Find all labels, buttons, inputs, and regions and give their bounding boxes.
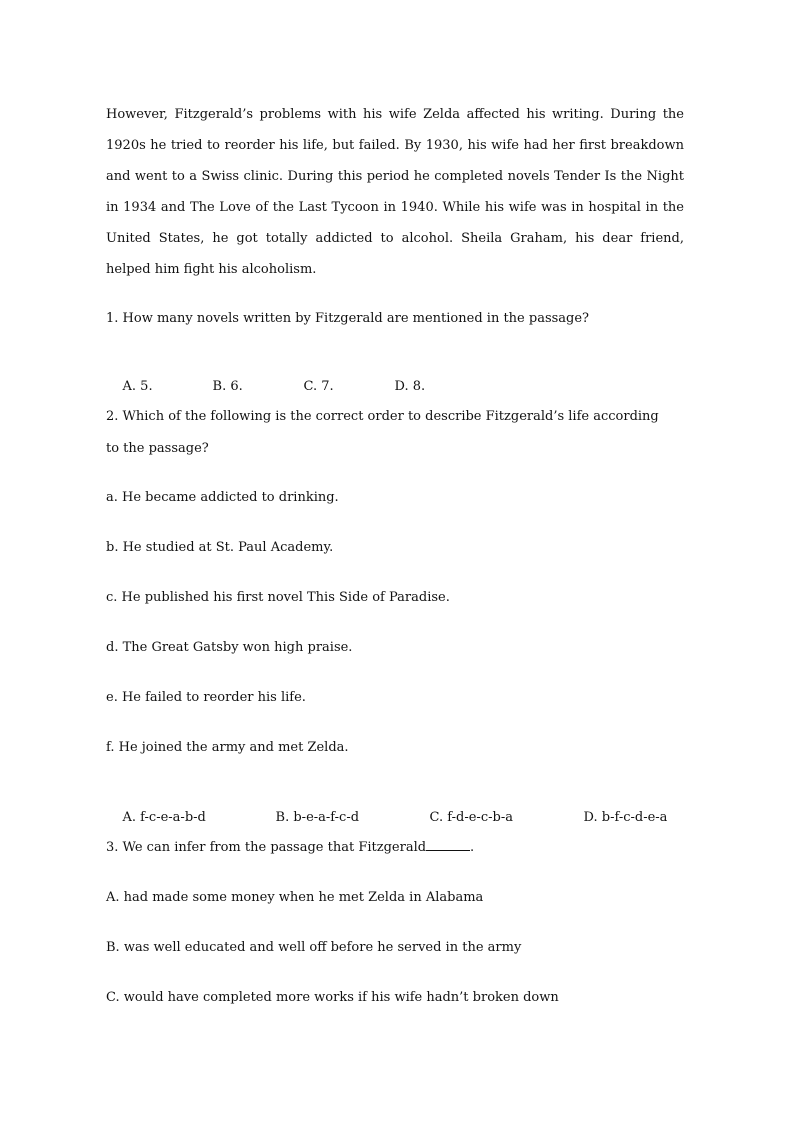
- q2-option-a: A. f-c-e-a-b-d: [122, 810, 206, 825]
- q2-event-b: b. He studied at St. Paul Academy.: [106, 540, 334, 555]
- q2-event-d: d. The Great Gatsby won high praise.: [106, 640, 353, 655]
- answer-blank: [426, 838, 470, 851]
- q3-stem-end: .: [470, 840, 475, 855]
- q1-option-b: B. 6.: [212, 379, 243, 394]
- q2-event-a: a. He became addicted to drinking.: [106, 490, 339, 505]
- q2-event-f: f. He joined the army and met Zelda.: [106, 740, 349, 755]
- q2-option-c: C. f-d-e-c-b-a: [429, 810, 513, 825]
- q1-option-a: A. 5.: [122, 379, 153, 394]
- q3-option-b: B. was well educated and well off before he served in the army: [106, 940, 522, 955]
- q2-event-c: c. He published his first novel This Side of Paradise.: [106, 590, 450, 605]
- question-3-stem: [106, 838, 696, 858]
- question-1-stem: 1. How many novels written by Fitzgerald are mentioned in the passage?: [106, 311, 590, 326]
- question-2-stem-line-1: 2. Which of the following is the correct order to describe Fitzgerald’s life according: [106, 409, 659, 424]
- question-2-stem-line-2: to the passage?: [106, 441, 209, 456]
- q3-option-c: C. would have completed more works if his wife hadn’t broken down: [106, 990, 559, 1005]
- q3-option-a: A. had made some money when he met Zelda in Alabama: [106, 890, 484, 905]
- q3-stem-text: 3. We can infer from the passage that Fitzgerald: [106, 840, 427, 855]
- q2-option-b: B. b-e-a-f-c-d: [275, 810, 360, 825]
- q2-event-e: e. He failed to reorder his life.: [106, 690, 306, 705]
- q2-option-d: D. b-f-c-d-e-a: [583, 810, 668, 825]
- q1-option-c: C. 7.: [303, 379, 334, 394]
- reading-passage: However, Fitzgerald’s problems with his wife Zelda affected his writing. During the 1920s he tried to reorder his life, but failed. By 1930, his wife had her first breakdown and went to a Swiss clinic. During this period he completed novels Tender Is the Night in 1934 and The Love of the Last Tycoon in 1940. While his wife was in hospital in the United States, he got totally addicted to alcohol. Sheila Graham, his dear friend, helped him fight his alcoholism.: [106, 107, 684, 277]
- q1-option-d: D. 8.: [394, 379, 426, 394]
